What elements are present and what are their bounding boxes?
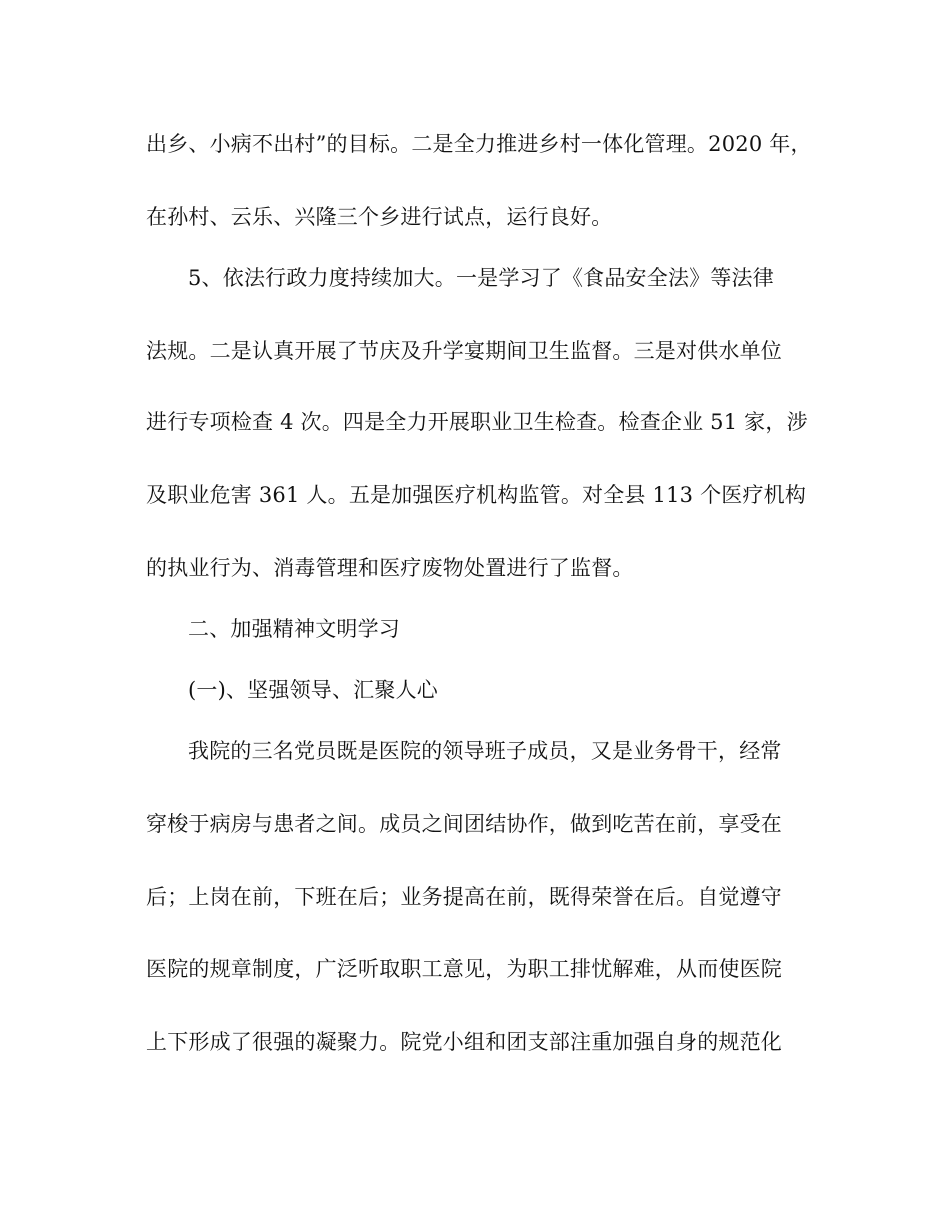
text-line: 上下形成了很强的凝聚力。院党小组和团支部注重加强自身的规范化 [146,1030,782,1054]
text-line: 出乡、小病不出村”的目标。二是全力推进乡村一体化管理。2020 年， [146,132,812,156]
subsection-heading: (一)、坚强领导、汇聚人心 [188,678,438,702]
section-heading: 二、加强精神文明学习 [188,617,400,641]
text-line: 及职业危害 361 人。五是加强医疗机构监管。对全县 113 个医疗机构 [146,483,807,507]
text-line: 法规。二是认真开展了节庆及升学宴期间卫生监督。三是对供水单位 [146,339,782,363]
text-line: 穿梭于病房与患者之间。成员之间团结协作，做到吃苦在前，享受在 [146,812,782,836]
text-line: 的执业行为、消毒管理和医疗废物处置进行了监督。 [146,556,634,580]
text-line: 后；上岗在前，下班在后；业务提高在前，既得荣誉在后。自觉遵守 [146,885,782,909]
text-line: 我院的三名党员既是医院的领导班子成员，又是业务骨干，经常 [188,739,782,763]
text-line: 进行专项检查 4 次。四是全力开展职业卫生检查。检查企业 51 家，涉 [146,410,808,434]
text-line: 5、依法行政力度持续加大。一是学习了《食品安全法》等法律 [188,266,774,290]
text-line: 医院的规章制度，广泛听取职工意见，为职工排忧解难，从而使医院 [146,957,782,981]
text-line: 在孙村、云乐、兴隆三个乡进行试点，运行良好。 [146,205,613,229]
